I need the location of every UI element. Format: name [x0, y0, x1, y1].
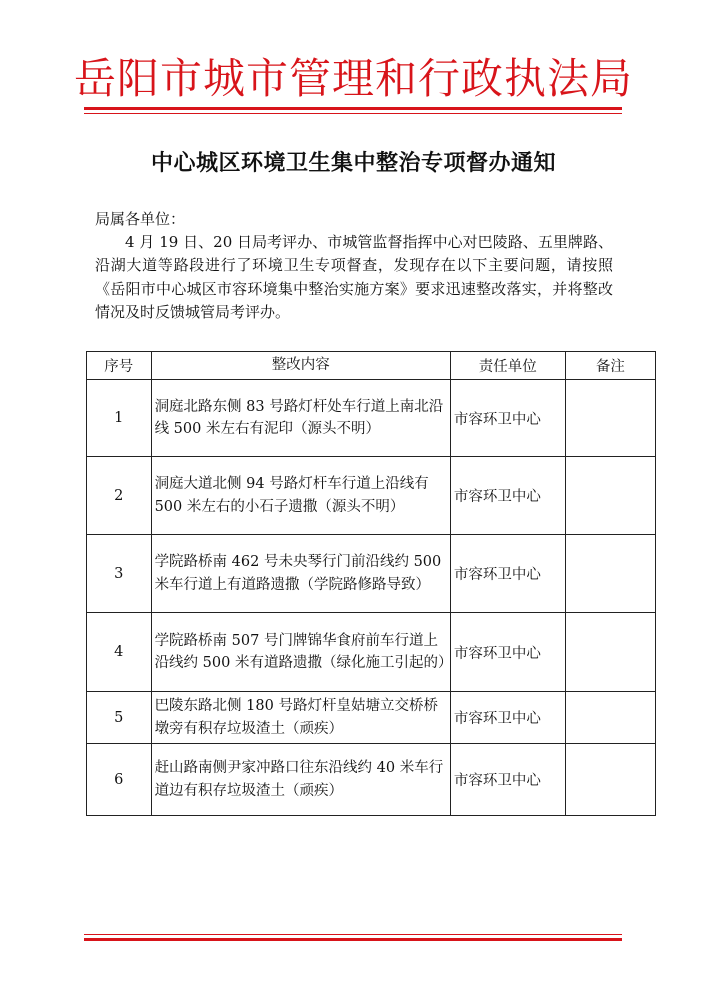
agency-masthead: 岳阳市城市管理和行政执法局	[73, 54, 633, 103]
row-note	[565, 535, 655, 613]
row-unit-text: 市容环卫中心	[453, 711, 541, 727]
table-header-row	[87, 352, 656, 380]
row-content: 学院路桥南 462 号未央琴行门前沿线约 500 米车行道上有道路遗撒（学院路修路导致）	[151, 535, 450, 613]
notice-body: 4 月 19 日、20 日局考评办、市城管监督指挥中心对巴陵路、五里牌路、沿湖大道等路段进行了环境卫生专项督查，发现存在以下主要问题，请按照《岳阳市中心城区市容环境集中整治实施方案》要求迅速整改落实，并将整改情况及时反馈城管局考评办。	[95, 233, 613, 321]
row-note	[565, 380, 655, 457]
row-note	[565, 457, 655, 535]
row-unit-text: 市容环卫中心	[453, 773, 541, 789]
rectification-table	[86, 351, 656, 816]
row-seq: 4	[87, 613, 152, 692]
masthead-rule-thick	[84, 107, 622, 110]
table-row	[87, 457, 656, 535]
row-unit-text: 市容环卫中心	[453, 645, 541, 662]
salutation: 局属各单位：	[95, 210, 186, 228]
row-content: 洞庭北路东侧 83 号路灯杆处车行道上南北沿线 500 米左右有泥印（源头不明）	[151, 380, 450, 457]
table-row	[87, 613, 656, 692]
header-content: 整改内容	[151, 352, 450, 380]
row-unit-text: 市容环卫中心	[453, 489, 541, 505]
header-note: 备注	[565, 352, 655, 380]
masthead-rule-thin	[84, 113, 622, 114]
row-content: 学院路桥南 507 号门牌锦华食府前车行道上沿线约 500 米有道路遗撒（绿化施工引起的）	[151, 613, 450, 692]
row-unit	[450, 613, 565, 692]
table-row	[87, 744, 656, 816]
table-row	[87, 380, 656, 457]
row-unit	[450, 744, 565, 816]
row-unit-text: 市容环卫中心	[453, 411, 541, 428]
header-unit: 责任单位	[450, 352, 565, 380]
row-seq: 6	[87, 744, 152, 816]
row-unit	[450, 692, 565, 744]
row-seq: 5	[87, 692, 152, 744]
table-row	[87, 535, 656, 613]
row-unit	[450, 457, 565, 535]
row-content: 洞庭大道北侧 94 号路灯杆车行道上沿线有 500 米左右的小石子遗撒（源头不明）	[151, 457, 450, 535]
footer-rule-thin	[84, 934, 622, 935]
row-unit	[450, 380, 565, 457]
notice-title: 中心城区环境卫生集中整治专项督办通知	[150, 151, 556, 176]
row-content: 巴陵东路北侧 180 号路灯杆皇姑塘立交桥桥墩旁有积存垃圾渣土（顽疾）	[151, 692, 450, 744]
row-seq: 3	[87, 535, 152, 613]
row-seq: 1	[87, 380, 152, 457]
footer-rule-thick	[84, 938, 622, 941]
row-content: 赶山路南侧尹家冲路口往东沿线约 40 米车行道边有积存垃圾渣土（顽疾）	[151, 744, 450, 816]
row-seq: 2	[87, 457, 152, 535]
row-note	[565, 744, 655, 816]
table-row	[87, 692, 656, 744]
row-unit	[450, 535, 565, 613]
row-unit-text: 市容环卫中心	[453, 567, 541, 583]
row-note	[565, 613, 655, 692]
header-seq: 序号	[87, 352, 152, 380]
row-note	[565, 692, 655, 744]
